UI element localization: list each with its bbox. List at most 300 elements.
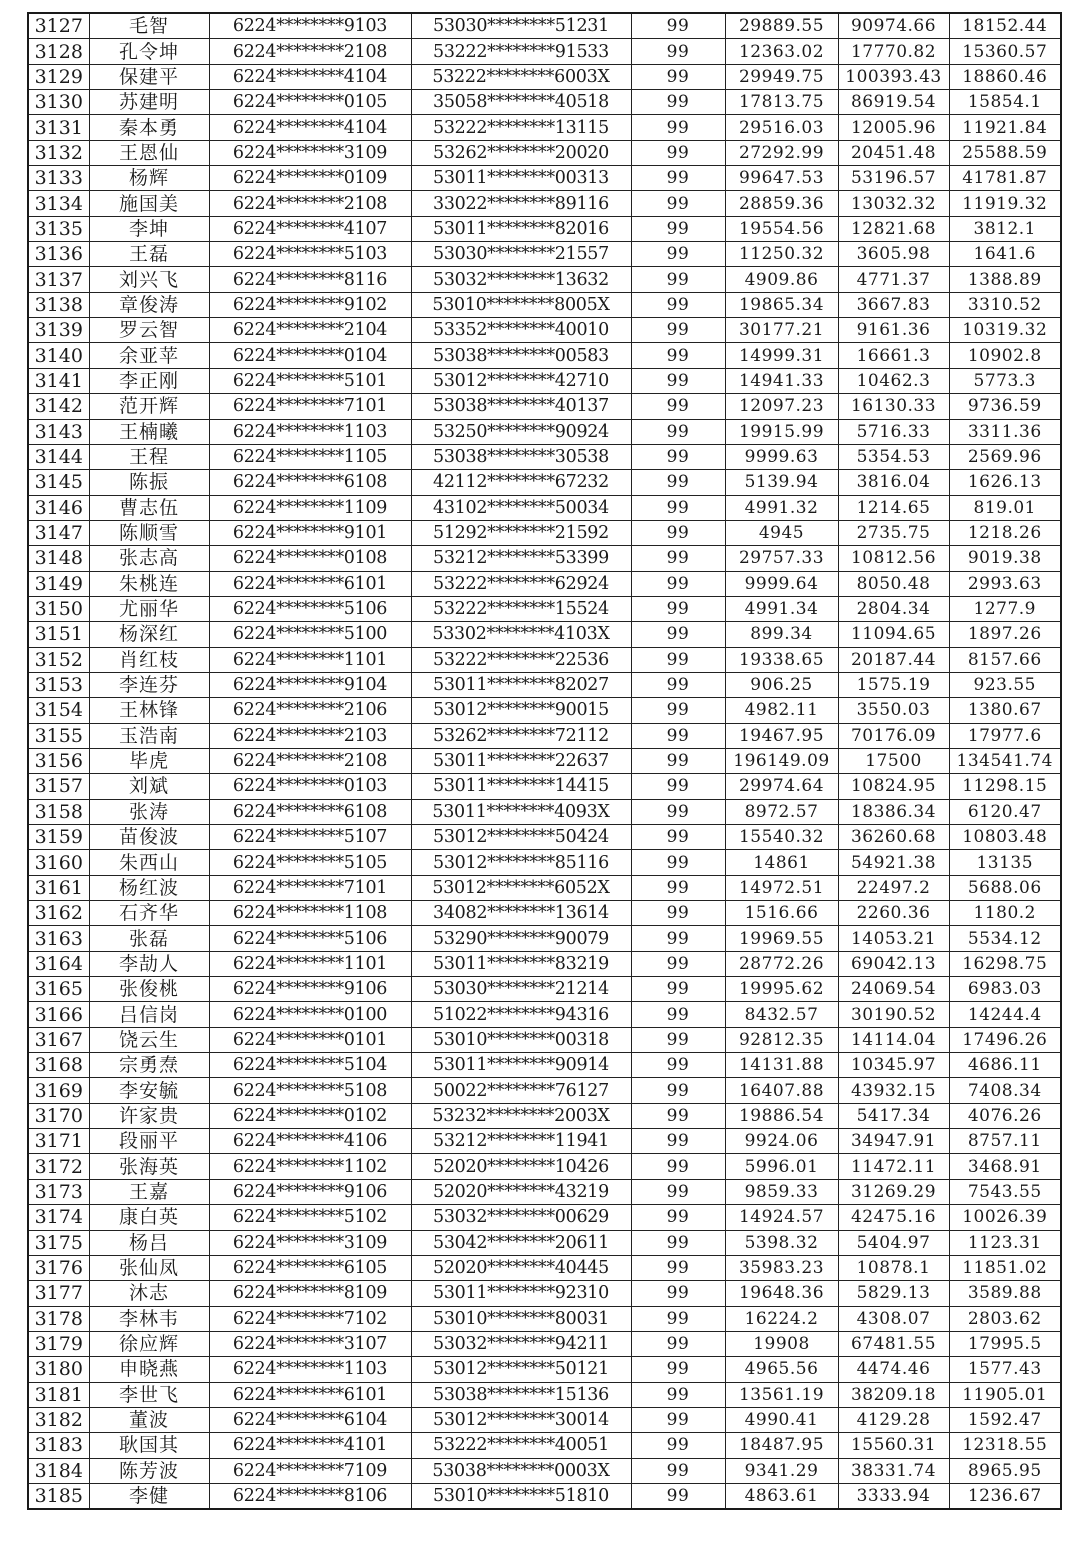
serial-number-cell: 3161 — [28, 875, 89, 900]
id-number-cell: 52020********40445 — [411, 1255, 631, 1280]
name-cell: 范开辉 — [89, 394, 209, 419]
amount-1-cell: 18487.95 — [725, 1433, 838, 1458]
card-number-cell: 6224********9103 — [209, 13, 411, 39]
id-number-cell: 53011********22637 — [411, 748, 631, 773]
table-row — [28, 1357, 1061, 1382]
amount-2-cell: 67481.55 — [838, 1331, 949, 1356]
id-number-cell: 53012********50424 — [411, 825, 631, 850]
card-number-cell: 6224********6108 — [209, 470, 411, 495]
amount-1-cell: 14131.88 — [725, 1053, 838, 1078]
card-number-cell: 6224********7101 — [209, 875, 411, 900]
name-cell: 董波 — [89, 1407, 209, 1432]
amount-2-cell: 30190.52 — [838, 1002, 949, 1027]
id-number-cell: 53030********21214 — [411, 977, 631, 1002]
amount-2-cell: 10878.1 — [838, 1255, 949, 1280]
age-cell: 99 — [631, 343, 725, 368]
card-number-cell: 6224********9106 — [209, 977, 411, 1002]
name-cell: 苏建明 — [89, 90, 209, 115]
serial-number-cell: 3181 — [28, 1382, 89, 1407]
age-cell: 99 — [631, 1205, 725, 1230]
amount-1-cell: 19648.36 — [725, 1281, 838, 1306]
amount-2-cell: 2735.75 — [838, 520, 949, 545]
card-number-cell: 6224********4104 — [209, 64, 411, 89]
name-cell: 许家贵 — [89, 1103, 209, 1128]
table-row — [28, 951, 1061, 976]
age-cell: 99 — [631, 926, 725, 951]
table-row — [28, 368, 1061, 393]
name-cell: 耿国其 — [89, 1433, 209, 1458]
card-number-cell: 6224********9104 — [209, 672, 411, 697]
serial-number-cell: 3152 — [28, 647, 89, 672]
table-row — [28, 90, 1061, 115]
amount-1-cell: 19467.95 — [725, 723, 838, 748]
amount-3-cell: 5688.06 — [949, 875, 1061, 900]
card-number-cell: 6224********1103 — [209, 1357, 411, 1382]
name-cell: 朱西山 — [89, 850, 209, 875]
table-row — [28, 723, 1061, 748]
serial-number-cell: 3144 — [28, 444, 89, 469]
table-row — [28, 1179, 1061, 1204]
name-cell: 李劼人 — [89, 951, 209, 976]
card-number-cell: 6224********6108 — [209, 799, 411, 824]
amount-3-cell: 17496.26 — [949, 1027, 1061, 1052]
name-cell: 吕信岗 — [89, 1002, 209, 1027]
amount-2-cell: 14053.21 — [838, 926, 949, 951]
id-number-cell: 53222********62924 — [411, 571, 631, 596]
serial-number-cell: 3178 — [28, 1306, 89, 1331]
amount-1-cell: 19908 — [725, 1331, 838, 1356]
serial-number-cell: 3127 — [28, 13, 89, 39]
amount-2-cell: 1214.65 — [838, 495, 949, 520]
amount-3-cell: 4076.26 — [949, 1103, 1061, 1128]
amount-2-cell: 14114.04 — [838, 1027, 949, 1052]
serial-number-cell: 3158 — [28, 799, 89, 824]
name-cell: 朱桃连 — [89, 571, 209, 596]
amount-3-cell: 1592.47 — [949, 1407, 1061, 1432]
serial-number-cell: 3131 — [28, 115, 89, 140]
amount-2-cell: 17500 — [838, 748, 949, 773]
id-number-cell: 53038********00583 — [411, 343, 631, 368]
card-number-cell: 6224********3109 — [209, 1230, 411, 1255]
card-number-cell: 6224********7102 — [209, 1306, 411, 1331]
age-cell: 99 — [631, 1407, 725, 1432]
amount-1-cell: 9859.33 — [725, 1179, 838, 1204]
amount-3-cell: 6120.47 — [949, 799, 1061, 824]
card-number-cell: 6224********2106 — [209, 698, 411, 723]
id-number-cell: 53302********4103X — [411, 622, 631, 647]
table-row — [28, 216, 1061, 241]
card-number-cell: 6224********9106 — [209, 1179, 411, 1204]
age-cell: 99 — [631, 748, 725, 773]
table-row — [28, 444, 1061, 469]
amount-3-cell: 8757.11 — [949, 1129, 1061, 1154]
table-row — [28, 698, 1061, 723]
age-cell: 99 — [631, 39, 725, 64]
id-number-cell: 53032********00629 — [411, 1205, 631, 1230]
age-cell: 99 — [631, 13, 725, 39]
amount-3-cell: 1180.2 — [949, 901, 1061, 926]
name-cell: 刘兴飞 — [89, 267, 209, 292]
id-number-cell: 53222********40051 — [411, 1433, 631, 1458]
amount-2-cell: 69042.13 — [838, 951, 949, 976]
amount-3-cell: 1897.26 — [949, 622, 1061, 647]
serial-number-cell: 3156 — [28, 748, 89, 773]
age-cell: 99 — [631, 1281, 725, 1306]
amount-2-cell: 53196.57 — [838, 166, 949, 191]
amount-1-cell: 4863.61 — [725, 1483, 838, 1509]
amount-3-cell: 1277.9 — [949, 596, 1061, 621]
table-row — [28, 1255, 1061, 1280]
serial-number-cell: 3162 — [28, 901, 89, 926]
amount-3-cell: 12318.55 — [949, 1433, 1061, 1458]
age-cell: 99 — [631, 495, 725, 520]
amount-1-cell: 30177.21 — [725, 318, 838, 343]
amount-2-cell: 5829.13 — [838, 1281, 949, 1306]
table-row — [28, 1103, 1061, 1128]
table-row — [28, 13, 1061, 39]
amount-3-cell: 1388.89 — [949, 267, 1061, 292]
name-cell: 陈振 — [89, 470, 209, 495]
id-number-cell: 34082********13614 — [411, 901, 631, 926]
amount-1-cell: 14861 — [725, 850, 838, 875]
amount-3-cell: 10902.8 — [949, 343, 1061, 368]
table-row — [28, 1407, 1061, 1432]
amount-2-cell: 20187.44 — [838, 647, 949, 672]
amount-3-cell: 1236.67 — [949, 1483, 1061, 1509]
id-number-cell: 53212********53399 — [411, 546, 631, 571]
amount-2-cell: 3667.83 — [838, 292, 949, 317]
id-number-cell: 53290********90079 — [411, 926, 631, 951]
name-cell: 张涛 — [89, 799, 209, 824]
id-number-cell: 51022********94316 — [411, 1002, 631, 1027]
table-row — [28, 875, 1061, 900]
age-cell: 99 — [631, 901, 725, 926]
age-cell: 99 — [631, 242, 725, 267]
table-row — [28, 267, 1061, 292]
name-cell: 杨辉 — [89, 166, 209, 191]
table-row — [28, 672, 1061, 697]
amount-2-cell: 8050.48 — [838, 571, 949, 596]
name-cell: 张磊 — [89, 926, 209, 951]
table-row — [28, 1331, 1061, 1356]
card-number-cell: 6224********5105 — [209, 850, 411, 875]
name-cell: 刘斌 — [89, 774, 209, 799]
name-cell: 徐应辉 — [89, 1331, 209, 1356]
amount-2-cell: 12005.96 — [838, 115, 949, 140]
name-cell: 石齐华 — [89, 901, 209, 926]
serial-number-cell: 3130 — [28, 90, 89, 115]
amount-1-cell: 29974.64 — [725, 774, 838, 799]
id-number-cell: 53038********15136 — [411, 1382, 631, 1407]
amount-3-cell: 14244.4 — [949, 1002, 1061, 1027]
amount-2-cell: 16130.33 — [838, 394, 949, 419]
id-number-cell: 51292********21592 — [411, 520, 631, 545]
card-number-cell: 6224********5104 — [209, 1053, 411, 1078]
serial-number-cell: 3179 — [28, 1331, 89, 1356]
amount-3-cell: 10803.48 — [949, 825, 1061, 850]
name-cell: 毕虎 — [89, 748, 209, 773]
table-row — [28, 1281, 1061, 1306]
table-row — [28, 1129, 1061, 1154]
amount-1-cell: 99647.53 — [725, 166, 838, 191]
age-cell: 99 — [631, 799, 725, 824]
amount-2-cell: 10812.56 — [838, 546, 949, 571]
amount-1-cell: 29889.55 — [725, 13, 838, 39]
table-row — [28, 1458, 1061, 1483]
table-row — [28, 191, 1061, 216]
amount-1-cell: 5139.94 — [725, 470, 838, 495]
name-cell: 陈芳波 — [89, 1458, 209, 1483]
amount-1-cell: 4991.32 — [725, 495, 838, 520]
id-number-cell: 53011********4093X — [411, 799, 631, 824]
name-cell: 王林锋 — [89, 698, 209, 723]
amount-1-cell: 12097.23 — [725, 394, 838, 419]
card-number-cell: 6224********0104 — [209, 343, 411, 368]
age-cell: 99 — [631, 622, 725, 647]
amount-3-cell: 3468.91 — [949, 1154, 1061, 1179]
serial-number-cell: 3133 — [28, 166, 89, 191]
card-number-cell: 6224********1102 — [209, 1154, 411, 1179]
id-number-cell: 53010********51810 — [411, 1483, 631, 1509]
amount-1-cell: 29516.03 — [725, 115, 838, 140]
id-number-cell: 53012********85116 — [411, 850, 631, 875]
table-row — [28, 242, 1061, 267]
name-cell: 玉浩南 — [89, 723, 209, 748]
amount-2-cell: 10345.97 — [838, 1053, 949, 1078]
serial-number-cell: 3180 — [28, 1357, 89, 1382]
serial-number-cell: 3139 — [28, 318, 89, 343]
amount-3-cell: 923.55 — [949, 672, 1061, 697]
amount-3-cell: 16298.75 — [949, 951, 1061, 976]
age-cell: 99 — [631, 64, 725, 89]
amount-2-cell: 10462.3 — [838, 368, 949, 393]
age-cell: 99 — [631, 90, 725, 115]
amount-3-cell: 3589.88 — [949, 1281, 1061, 1306]
amount-2-cell: 90974.66 — [838, 13, 949, 39]
id-number-cell: 53232********2003X — [411, 1103, 631, 1128]
amount-1-cell: 19995.62 — [725, 977, 838, 1002]
amount-2-cell: 31269.29 — [838, 1179, 949, 1204]
name-cell: 饶云生 — [89, 1027, 209, 1052]
serial-number-cell: 3163 — [28, 926, 89, 951]
amount-2-cell: 22497.2 — [838, 875, 949, 900]
name-cell: 李连芬 — [89, 672, 209, 697]
amount-2-cell: 24069.54 — [838, 977, 949, 1002]
age-cell: 99 — [631, 1230, 725, 1255]
table-row — [28, 1205, 1061, 1230]
serial-number-cell: 3157 — [28, 774, 89, 799]
amount-1-cell: 9341.29 — [725, 1458, 838, 1483]
amount-1-cell: 4965.56 — [725, 1357, 838, 1382]
name-cell: 杨吕 — [89, 1230, 209, 1255]
amount-2-cell: 4771.37 — [838, 267, 949, 292]
name-cell: 张俊桃 — [89, 977, 209, 1002]
name-cell: 康白英 — [89, 1205, 209, 1230]
card-number-cell: 6224********1109 — [209, 495, 411, 520]
id-number-cell: 53038********0003X — [411, 1458, 631, 1483]
card-number-cell: 6224********0102 — [209, 1103, 411, 1128]
age-cell: 99 — [631, 394, 725, 419]
serial-number-cell: 3150 — [28, 596, 89, 621]
card-number-cell: 6224********4106 — [209, 1129, 411, 1154]
amount-2-cell: 11094.65 — [838, 622, 949, 647]
card-number-cell: 6224********8109 — [209, 1281, 411, 1306]
amount-1-cell: 19969.55 — [725, 926, 838, 951]
amount-1-cell: 13561.19 — [725, 1382, 838, 1407]
card-number-cell: 6224********6105 — [209, 1255, 411, 1280]
serial-number-cell: 3172 — [28, 1154, 89, 1179]
id-number-cell: 53030********21557 — [411, 242, 631, 267]
amount-3-cell: 18152.44 — [949, 13, 1061, 39]
card-number-cell: 6224********0103 — [209, 774, 411, 799]
id-number-cell: 53032********94211 — [411, 1331, 631, 1356]
age-cell: 99 — [631, 1306, 725, 1331]
name-cell: 保建平 — [89, 64, 209, 89]
id-number-cell: 53222********13115 — [411, 115, 631, 140]
amount-2-cell: 9161.36 — [838, 318, 949, 343]
amount-2-cell: 100393.43 — [838, 64, 949, 89]
age-cell: 99 — [631, 318, 725, 343]
amount-1-cell: 14999.31 — [725, 343, 838, 368]
table-row — [28, 470, 1061, 495]
amount-1-cell: 4991.34 — [725, 596, 838, 621]
card-number-cell: 6224********0108 — [209, 546, 411, 571]
amount-1-cell: 19338.65 — [725, 647, 838, 672]
serial-number-cell: 3160 — [28, 850, 89, 875]
name-cell: 施国美 — [89, 191, 209, 216]
id-number-cell: 52020********43219 — [411, 1179, 631, 1204]
data-table — [27, 12, 1062, 1510]
name-cell: 王程 — [89, 444, 209, 469]
amount-1-cell: 28772.26 — [725, 951, 838, 976]
card-number-cell: 6224********1105 — [209, 444, 411, 469]
age-cell: 99 — [631, 596, 725, 621]
age-cell: 99 — [631, 825, 725, 850]
serial-number-cell: 3174 — [28, 1205, 89, 1230]
card-number-cell: 6224********8116 — [209, 267, 411, 292]
table-row — [28, 140, 1061, 165]
table-row — [28, 166, 1061, 191]
amount-2-cell: 5354.53 — [838, 444, 949, 469]
serial-number-cell: 3142 — [28, 394, 89, 419]
amount-2-cell: 5716.33 — [838, 419, 949, 444]
amount-1-cell: 11250.32 — [725, 242, 838, 267]
name-cell: 李健 — [89, 1483, 209, 1509]
amount-1-cell: 12363.02 — [725, 39, 838, 64]
amount-2-cell: 38331.74 — [838, 1458, 949, 1483]
table-row — [28, 622, 1061, 647]
name-cell: 沐志 — [89, 1281, 209, 1306]
table-row — [28, 850, 1061, 875]
name-cell: 陈顺雪 — [89, 520, 209, 545]
id-number-cell: 53012********6052X — [411, 875, 631, 900]
amount-3-cell: 41781.87 — [949, 166, 1061, 191]
id-number-cell: 50022********76127 — [411, 1078, 631, 1103]
age-cell: 99 — [631, 723, 725, 748]
amount-3-cell: 10319.32 — [949, 318, 1061, 343]
id-number-cell: 53012********30014 — [411, 1407, 631, 1432]
amount-3-cell: 1380.67 — [949, 698, 1061, 723]
card-number-cell: 6224********2108 — [209, 191, 411, 216]
name-cell: 张志高 — [89, 546, 209, 571]
amount-2-cell: 54921.38 — [838, 850, 949, 875]
amount-2-cell: 3550.03 — [838, 698, 949, 723]
table-row — [28, 901, 1061, 926]
serial-number-cell: 3147 — [28, 520, 89, 545]
amount-2-cell: 4308.07 — [838, 1306, 949, 1331]
serial-number-cell: 3173 — [28, 1179, 89, 1204]
amount-2-cell: 86919.54 — [838, 90, 949, 115]
table-row — [28, 520, 1061, 545]
amount-1-cell: 8972.57 — [725, 799, 838, 824]
amount-3-cell: 134541.74 — [949, 748, 1061, 773]
serial-number-cell: 3137 — [28, 267, 89, 292]
table-row — [28, 1027, 1061, 1052]
name-cell: 申晓燕 — [89, 1357, 209, 1382]
serial-number-cell: 3135 — [28, 216, 89, 241]
table-row — [28, 1002, 1061, 1027]
amount-1-cell: 9999.63 — [725, 444, 838, 469]
id-number-cell: 33022********89116 — [411, 191, 631, 216]
id-number-cell: 53222********6003X — [411, 64, 631, 89]
name-cell: 余亚苹 — [89, 343, 209, 368]
amount-1-cell: 906.25 — [725, 672, 838, 697]
amount-3-cell: 9736.59 — [949, 394, 1061, 419]
amount-2-cell: 17770.82 — [838, 39, 949, 64]
id-number-cell: 53262********72112 — [411, 723, 631, 748]
id-number-cell: 53038********30538 — [411, 444, 631, 469]
amount-1-cell: 92812.35 — [725, 1027, 838, 1052]
name-cell: 李正刚 — [89, 368, 209, 393]
age-cell: 99 — [631, 470, 725, 495]
card-number-cell: 6224********9102 — [209, 292, 411, 317]
age-cell: 99 — [631, 216, 725, 241]
name-cell: 王磊 — [89, 242, 209, 267]
table-row — [28, 825, 1061, 850]
card-number-cell: 6224********6101 — [209, 571, 411, 596]
amount-3-cell: 1641.6 — [949, 242, 1061, 267]
amount-1-cell: 196149.09 — [725, 748, 838, 773]
amount-2-cell: 70176.09 — [838, 723, 949, 748]
name-cell: 毛智 — [89, 13, 209, 39]
amount-3-cell: 1577.43 — [949, 1357, 1061, 1382]
amount-1-cell: 14941.33 — [725, 368, 838, 393]
card-number-cell: 6224********9101 — [209, 520, 411, 545]
table-row — [28, 1382, 1061, 1407]
table-row — [28, 647, 1061, 672]
card-number-cell: 6224********5103 — [209, 242, 411, 267]
serial-number-cell: 3129 — [28, 64, 89, 89]
card-number-cell: 6224********5108 — [209, 1078, 411, 1103]
name-cell: 张海英 — [89, 1154, 209, 1179]
table-row — [28, 774, 1061, 799]
amount-1-cell: 29949.75 — [725, 64, 838, 89]
table-body — [28, 13, 1061, 1509]
card-number-cell: 6224********0100 — [209, 1002, 411, 1027]
amount-3-cell: 17977.6 — [949, 723, 1061, 748]
serial-number-cell: 3168 — [28, 1053, 89, 1078]
id-number-cell: 53011********82027 — [411, 672, 631, 697]
card-number-cell: 6224********1101 — [209, 951, 411, 976]
age-cell: 99 — [631, 1458, 725, 1483]
amount-1-cell: 35983.23 — [725, 1255, 838, 1280]
table-row — [28, 39, 1061, 64]
table-row — [28, 1483, 1061, 1509]
amount-2-cell: 42475.16 — [838, 1205, 949, 1230]
age-cell: 99 — [631, 292, 725, 317]
id-number-cell: 42112********67232 — [411, 470, 631, 495]
id-number-cell: 52020********10426 — [411, 1154, 631, 1179]
